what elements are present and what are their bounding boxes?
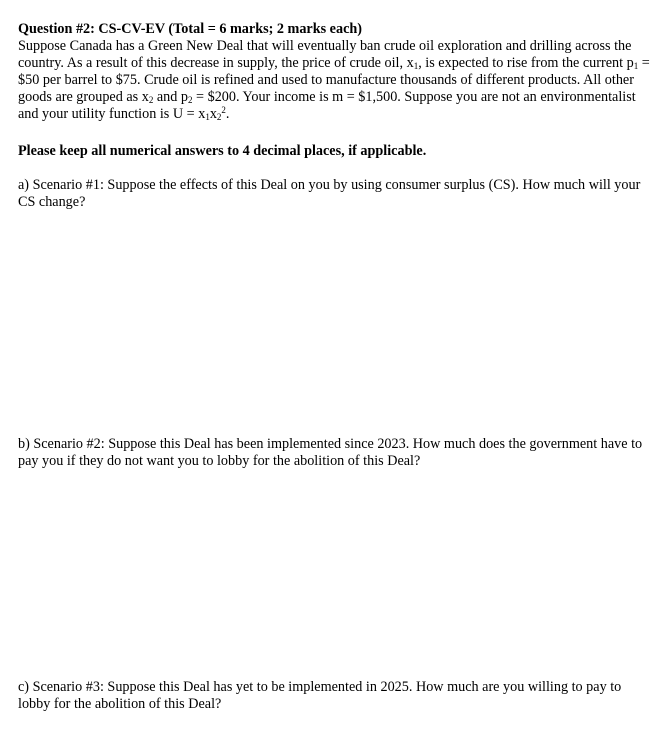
intro-sub-4: 2 bbox=[188, 95, 193, 105]
intro-paragraph bbox=[18, 38, 650, 123]
intro-text-1: Suppose Canada has a Green New Deal that will eventually ban crude oil exploration and drilling across the country. As a result of this decrease in supply, the price of crude oil, x bbox=[18, 38, 632, 71]
intro-text-4: and p bbox=[153, 89, 188, 105]
intro-sub-2: 1 bbox=[633, 61, 639, 71]
intro-sub-5: 1 bbox=[205, 112, 210, 122]
intro-text-6: x bbox=[209, 106, 217, 122]
intro-text-2: , is expected to rise from the current p bbox=[418, 55, 634, 71]
part-c-question: c) Scenario #3: Suppose this Deal has yet to be implemented in 2025. How much are you willing to pay to lobby for the abolition of this Deal? bbox=[18, 679, 622, 712]
intro-text-3: = $50 per barrel to $75. Crude oil is refined and used to manufacture thousands of different products. All other goods are grouped as x bbox=[18, 55, 650, 105]
intro-sub-1: 1 bbox=[413, 61, 419, 71]
decimal-note: Please keep all numerical answers to 4 decimal places, if applicable. bbox=[18, 143, 427, 159]
intro-sup-6: 2 bbox=[221, 105, 226, 115]
question-title: Question #2: CS-CV-EV (Total = 6 marks; 2 marks each) bbox=[18, 21, 362, 37]
intro-text-5: = $200. Your income is m = $1,500. Suppose you are not an environmentalist and your utility function is U = x bbox=[18, 89, 636, 122]
intro-text-7: . bbox=[225, 106, 230, 122]
question-intro bbox=[18, 38, 650, 123]
intro-sub-6: 2 bbox=[216, 112, 222, 122]
intro-sub-3: 2 bbox=[148, 95, 154, 105]
part-b-question: b) Scenario #2: Suppose this Deal has been implemented since 2023. How much does the government have to pay you if they do not want you to lobby for the abolition of this Deal? bbox=[18, 436, 643, 469]
part-a-question: a) Scenario #1: Suppose the effects of this Deal on you by using consumer surplus (CS). How much will your CS change? bbox=[18, 177, 641, 210]
